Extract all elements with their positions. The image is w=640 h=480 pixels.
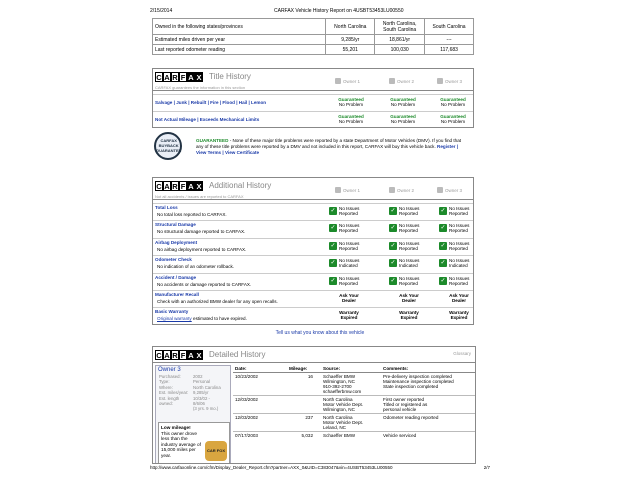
logo-letter: A bbox=[164, 73, 170, 82]
status-text: No Issues Reported bbox=[339, 223, 360, 234]
row-title[interactable]: Basic Warranty bbox=[155, 309, 189, 315]
table-row bbox=[233, 414, 475, 432]
row-description bbox=[157, 299, 278, 304]
logo-letter: R bbox=[172, 350, 178, 360]
row-description bbox=[157, 264, 234, 269]
row-description bbox=[157, 229, 245, 234]
status-text: No Issues Reported bbox=[399, 275, 420, 286]
status-text: No Issues Reported bbox=[449, 223, 470, 234]
owner1-status bbox=[329, 223, 385, 233]
owner1-status bbox=[329, 241, 385, 251]
field-key: Est. length bbox=[159, 395, 180, 401]
history-row bbox=[153, 273, 473, 290]
logo-letter: A bbox=[188, 73, 194, 82]
field-value: (3 yrs. 9 mo.) bbox=[193, 406, 219, 412]
owner-3-panel bbox=[155, 365, 231, 464]
row-label[interactable]: Not Actual Mileage | Exceeds Mechanical Limits bbox=[155, 117, 260, 122]
section-title: Additional History bbox=[209, 181, 272, 190]
status-text: No Issues Indicated bbox=[449, 258, 470, 269]
col-date: Date: bbox=[233, 365, 287, 373]
section-subtitle: Not all accidents / issues are reported to CARFAX bbox=[155, 194, 244, 199]
cell-date: 07/17/2003 bbox=[233, 432, 287, 440]
table-row bbox=[153, 19, 474, 35]
logo-letter: F bbox=[180, 350, 186, 360]
status-text: No Issues Reported bbox=[449, 275, 470, 286]
description-text: Check with an authorized BMW dealer for any open recalls. bbox=[157, 299, 278, 304]
check-icon: ✓ bbox=[440, 208, 446, 214]
owner1-value: North Carolina bbox=[326, 19, 375, 35]
comment-line: First owner reported bbox=[383, 397, 425, 402]
cell-comments bbox=[381, 414, 475, 432]
owner-field bbox=[156, 406, 230, 411]
section-title: Title History bbox=[209, 72, 251, 81]
description-text: No accidents or damage reported to CARFAX. bbox=[157, 281, 252, 287]
field-value: 9,285/yr bbox=[193, 390, 209, 396]
guarantee-links[interactable]: Register | View Terms | View Certificate bbox=[196, 144, 458, 155]
field-value: Personal bbox=[193, 379, 210, 385]
description-text: No indication of an odometer rollback. bbox=[157, 264, 235, 270]
detailed-history-table bbox=[233, 365, 475, 439]
source-line: schaefferbmw.com bbox=[323, 389, 362, 394]
col-source: Source: bbox=[321, 365, 381, 373]
owner1-status bbox=[329, 206, 385, 216]
logo-letter: A bbox=[188, 182, 194, 191]
carfax-logo bbox=[155, 181, 203, 191]
row-description bbox=[157, 247, 246, 252]
owner3-status bbox=[439, 276, 495, 286]
owner-icon bbox=[437, 78, 443, 84]
title-history-section bbox=[152, 68, 474, 128]
history-row bbox=[153, 290, 473, 307]
title-row-mileage bbox=[153, 111, 473, 127]
section-header bbox=[153, 347, 475, 363]
footer-url: http://www.carfaxonline.com/cfm/Display_Dealer_Report.cfm?partner=AXX_0&UID=C383047&vin=4USBT53453LU00550 bbox=[150, 465, 393, 470]
check-icon: ✓ bbox=[390, 277, 396, 284]
description-text: No structural damage reported to CARFAX. bbox=[157, 229, 246, 235]
owner3-value: South Carolina bbox=[425, 19, 474, 35]
row-title[interactable]: Airbag Deployment bbox=[155, 239, 198, 245]
row-title[interactable]: Odometer Check bbox=[155, 257, 192, 263]
additional-history-section bbox=[152, 177, 474, 325]
owner3-status bbox=[439, 241, 495, 251]
logo-letter: X bbox=[196, 73, 202, 82]
owner-summary-table bbox=[152, 18, 474, 55]
description-text: No airbag deployment reported to CARFAX. bbox=[157, 246, 247, 252]
owner3-value: 117,683 bbox=[425, 45, 474, 55]
table-row bbox=[233, 396, 475, 414]
row-description bbox=[157, 316, 247, 321]
comment-line: Titled or registered as bbox=[383, 402, 428, 407]
owner-icon bbox=[389, 187, 395, 193]
buyback-guarantee bbox=[152, 130, 474, 160]
history-row bbox=[153, 307, 473, 324]
status-text: No Issues Reported bbox=[399, 223, 420, 234]
owner-2-header: Owner 2 bbox=[389, 187, 414, 193]
owner-1-header: Owner 1 bbox=[335, 78, 360, 84]
cell-mileage: 16 bbox=[287, 373, 321, 396]
source-line: Motor Vehicle Dept. bbox=[323, 402, 364, 407]
low-mileage-box bbox=[158, 422, 230, 464]
logo-letter: C bbox=[156, 182, 162, 191]
cell-date: 12/03/2002 bbox=[233, 396, 287, 414]
field-value: 8/6/06 bbox=[193, 401, 205, 407]
row-label: Last reported odometer reading bbox=[153, 45, 326, 55]
table-row bbox=[153, 45, 474, 55]
history-row bbox=[153, 220, 473, 237]
comment-line: Odometer reading reported bbox=[383, 415, 439, 420]
glossary-link[interactable]: Glossary bbox=[453, 351, 471, 356]
owner1-status bbox=[329, 293, 369, 303]
comment-line: personal vehicle bbox=[383, 407, 417, 412]
owner2-status: Guaranteed No Problem bbox=[390, 114, 416, 124]
check-icon: ✓ bbox=[330, 260, 336, 267]
history-row bbox=[153, 238, 473, 255]
field-key: Purchased: bbox=[159, 374, 181, 379]
owner3-status bbox=[439, 258, 495, 268]
row-title[interactable]: Manufacturer Recall bbox=[155, 292, 199, 297]
owner1-status bbox=[329, 310, 369, 320]
check-icon: ✓ bbox=[440, 225, 446, 232]
field-value: 2002 bbox=[193, 374, 203, 379]
owner-1-header: Owner 1 bbox=[335, 187, 360, 193]
owner2-status: Guaranteed No Problem bbox=[390, 97, 416, 107]
owner2-value: 18,861/yr bbox=[375, 35, 425, 45]
logo-letter: F bbox=[180, 73, 186, 82]
cell-comments bbox=[381, 396, 475, 414]
col-comments: Comments: bbox=[381, 365, 475, 373]
cell-date: 10/23/2002 bbox=[233, 373, 287, 396]
status-text: No Issues Reported bbox=[399, 206, 420, 216]
row-label: Estimated miles driven per year bbox=[153, 35, 326, 45]
status-text: No Issues Reported bbox=[449, 206, 470, 216]
comment-line: Vehicle serviced bbox=[383, 433, 417, 438]
cell-source bbox=[321, 396, 381, 414]
owner-3-fields bbox=[156, 374, 230, 412]
source-line: Schaeffer BMW bbox=[323, 374, 356, 379]
owner3-status: Guaranteed No Problem bbox=[440, 97, 466, 107]
owner-icon bbox=[335, 78, 341, 84]
source-line: North Carolina bbox=[323, 415, 353, 420]
status-text: No Issues Indicated bbox=[399, 258, 420, 269]
check-icon: ✓ bbox=[390, 242, 396, 249]
col-mileage: Mileage: bbox=[287, 365, 321, 373]
owner1-status bbox=[329, 276, 385, 286]
section-title: Detailed History bbox=[209, 350, 266, 359]
field-key: Where: bbox=[159, 384, 173, 390]
description-text: estimated to have expired. bbox=[191, 316, 247, 322]
source-line: Wilmington, NC bbox=[323, 407, 355, 412]
source-line: North Carolina bbox=[323, 397, 353, 402]
print-date: 2/15/2014 bbox=[150, 8, 173, 14]
check-icon: ✓ bbox=[330, 277, 336, 284]
status-text: No Issues Indicated bbox=[339, 258, 360, 269]
row-label[interactable]: Salvage | Junk | Rebuilt | Fire | Flood | Hail | Lemon bbox=[155, 100, 267, 105]
owner2-status bbox=[389, 206, 445, 216]
check-icon: ✓ bbox=[390, 225, 396, 232]
tell-us-link[interactable]: Tell us what you know about this vehicle bbox=[275, 330, 365, 336]
cell-comments bbox=[381, 373, 475, 396]
check-icon: ✓ bbox=[330, 242, 336, 249]
status-text: No Issues Reported bbox=[339, 206, 360, 216]
owner3-status bbox=[439, 223, 495, 233]
row-label: Owned in the following states/provinces bbox=[153, 19, 326, 35]
owner-2-header: Owner 2 bbox=[389, 78, 414, 84]
row-description bbox=[157, 282, 251, 287]
table-row bbox=[153, 35, 474, 45]
owner3-status bbox=[439, 206, 495, 216]
buyback-seal-icon: CARFAX BUYBACK GUARANTEE bbox=[154, 132, 182, 160]
logo-letter: R bbox=[172, 182, 178, 191]
field-key bbox=[159, 406, 193, 411]
owner3-status bbox=[439, 310, 479, 320]
detailed-history-section bbox=[152, 346, 476, 464]
logo-letter: X bbox=[196, 182, 202, 191]
owner2-status bbox=[389, 241, 445, 251]
row-title[interactable]: Accident / Damage bbox=[155, 274, 197, 280]
owner3-value: --- bbox=[425, 35, 474, 45]
check-icon: ✓ bbox=[330, 225, 336, 232]
owner2-status bbox=[389, 258, 445, 268]
comment-line: Maintenance inspection completed bbox=[383, 379, 454, 384]
owner2-value: 100,030 bbox=[375, 45, 425, 55]
table-row bbox=[233, 432, 475, 440]
guarantee-text bbox=[196, 138, 466, 156]
description-text: No total loss reported to CARFAX. bbox=[157, 212, 227, 217]
cell-source bbox=[321, 414, 381, 432]
history-row bbox=[153, 203, 473, 220]
field-value: 10/3/02 - bbox=[193, 395, 210, 401]
table-header-row bbox=[233, 365, 475, 373]
source-line: Motor Vehicle Dept. bbox=[323, 420, 364, 425]
carfax-logo bbox=[155, 350, 203, 360]
cell-mileage: 237 bbox=[287, 414, 321, 432]
status-text: Warranty Expired bbox=[449, 310, 469, 321]
detailed-history-rows bbox=[233, 373, 475, 440]
logo-letter: A bbox=[164, 350, 170, 360]
cell-date: 12/03/2002 bbox=[233, 414, 287, 432]
owner-3-heading: Owner 3 bbox=[158, 367, 181, 373]
cell-source bbox=[321, 373, 381, 396]
source-line: Schaeffer BMW bbox=[323, 433, 356, 438]
source-line: Leland, NC bbox=[323, 425, 346, 430]
source-line: 910-392-2700 bbox=[323, 384, 352, 389]
check-icon: ✓ bbox=[330, 208, 336, 214]
cell-comments bbox=[381, 432, 475, 440]
owner-icon bbox=[389, 78, 395, 84]
title-row-brand bbox=[153, 94, 473, 110]
owner-icon bbox=[335, 187, 341, 193]
status-text: No Issues Reported bbox=[399, 240, 420, 251]
low-mileage-heading: Low mileage! bbox=[161, 425, 191, 430]
logo-letter: A bbox=[164, 182, 170, 191]
section-subtitle: CARFAX guarantees the information in this section bbox=[155, 85, 246, 90]
check-icon: ✓ bbox=[440, 260, 446, 267]
check-icon: ✓ bbox=[390, 260, 396, 267]
owner3-status: Guaranteed No Problem bbox=[440, 114, 466, 124]
comment-line: State inspection completed bbox=[383, 384, 439, 389]
logo-letter: X bbox=[196, 350, 202, 360]
status-text: Ask Your Dealer bbox=[339, 293, 359, 303]
guarantee-lead: GUARANTEED bbox=[196, 138, 229, 143]
logo-letter: R bbox=[172, 73, 178, 82]
low-mileage-text: This owner drove less than the industry average of 15,000 miles per year. bbox=[161, 430, 201, 458]
field-key: Type: bbox=[159, 379, 170, 385]
logo-letter: C bbox=[156, 350, 162, 360]
owner2-status bbox=[389, 293, 429, 303]
print-title: CARFAX Vehicle History Report on 4USBT53453LU00550 bbox=[274, 8, 404, 14]
check-icon: ✓ bbox=[440, 277, 446, 284]
check-icon: ✓ bbox=[390, 208, 396, 214]
guarantee-body: - None of these major title problems were reported by a state Department of Motor Vehicles (DMV). If you find that any of these title problems were reported by a DMV and not included in this report, CARFAX will buy this vehicle back. bbox=[196, 138, 462, 149]
status-text: No Issues Reported bbox=[449, 240, 470, 251]
owner1-status: Guaranteed No Problem bbox=[338, 114, 364, 124]
comment-line: Pre-delivery inspection completed bbox=[383, 374, 452, 379]
owner-icon bbox=[437, 187, 443, 193]
owner1-status: Guaranteed No Problem bbox=[338, 97, 364, 107]
carfax-logo bbox=[155, 72, 203, 82]
field-value: North Carolina bbox=[193, 384, 221, 390]
status-text: No Issues Reported bbox=[339, 240, 360, 251]
owner-3-header: Owner 3 bbox=[437, 187, 462, 193]
owner1-value: 55,201 bbox=[326, 45, 375, 55]
owner2-value: North Carolina, South Carolina bbox=[375, 19, 425, 35]
status-text: Warranty Expired bbox=[339, 310, 359, 321]
logo-letter: C bbox=[156, 73, 162, 82]
row-title[interactable]: Total Loss bbox=[155, 205, 178, 210]
status-text: Ask Your Dealer bbox=[399, 293, 419, 303]
source-line: Wilmington, NC bbox=[323, 379, 355, 384]
row-title[interactable]: Structural Damage bbox=[155, 222, 196, 228]
owner1-value: 9,285/yr bbox=[326, 35, 375, 45]
row-description bbox=[157, 212, 227, 217]
logo-letter: F bbox=[180, 182, 186, 191]
status-text: Ask Your Dealer bbox=[449, 293, 469, 303]
status-text: No Issues Reported bbox=[339, 275, 360, 286]
owner2-status bbox=[389, 310, 429, 320]
logo-letter: A bbox=[188, 350, 194, 360]
field-key: owned: bbox=[159, 401, 173, 407]
owner-3-header: Owner 3 bbox=[437, 78, 462, 84]
owner3-status bbox=[439, 293, 479, 303]
owner2-status bbox=[389, 223, 445, 233]
status-text: Warranty Expired bbox=[399, 310, 419, 321]
warranty-link[interactable]: Original warranty bbox=[157, 316, 192, 322]
owner2-status bbox=[389, 276, 445, 286]
page-number: 2/7 bbox=[483, 465, 490, 470]
field-key: Est. miles/year: bbox=[159, 390, 189, 396]
table-row bbox=[233, 373, 475, 396]
cell-source bbox=[321, 432, 381, 440]
cell-mileage: 5,032 bbox=[287, 432, 321, 440]
owner1-status bbox=[329, 258, 385, 268]
history-row bbox=[153, 255, 473, 272]
carfox-mascot-icon: CAR FOX bbox=[205, 441, 227, 461]
check-icon: ✓ bbox=[440, 242, 446, 249]
cell-mileage bbox=[287, 396, 321, 414]
